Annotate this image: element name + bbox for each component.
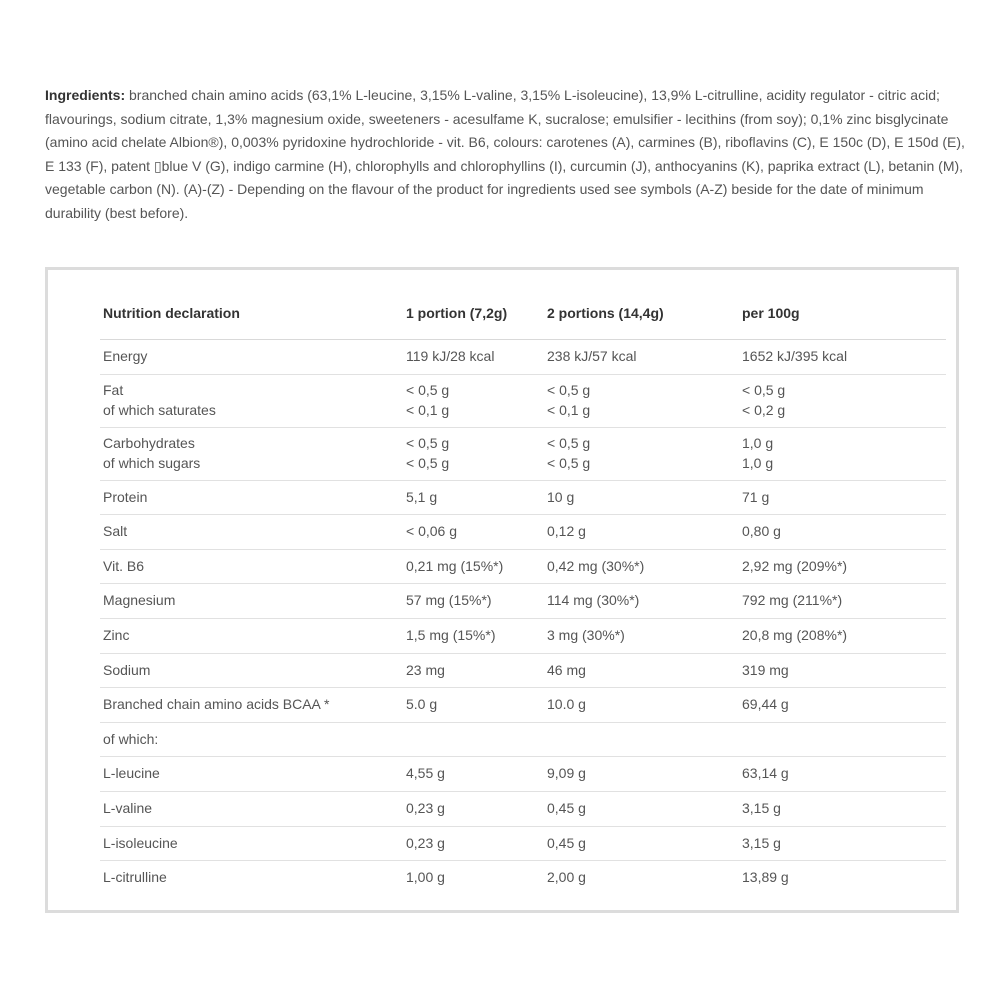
cell-text: 57 mg (15%*)	[406, 592, 492, 609]
cell-text: 238 kJ/57 kcal	[547, 348, 637, 365]
nutrition-row	[100, 427, 946, 480]
cell-text: Fat	[103, 382, 124, 399]
cell-text: 63,14 g	[742, 765, 789, 782]
nutrition-row	[100, 480, 946, 515]
cell-text: 10 g	[547, 488, 575, 505]
cell-text: 1,00 g	[406, 869, 445, 886]
nutrition-row	[100, 688, 946, 723]
cell-one-portion	[403, 480, 544, 515]
cell-per-100g	[739, 480, 946, 515]
cell-two-portions	[544, 515, 739, 550]
nutrition-row	[100, 549, 946, 584]
cell-per-100g	[739, 549, 946, 584]
cell-text: Sodium	[103, 661, 151, 678]
ingredients-label: Ingredients:	[45, 87, 126, 103]
cell-text: L-isoleucine	[103, 834, 178, 851]
cell-text: < 0,5 g	[406, 382, 450, 399]
cell-text: < 0,5 g	[406, 435, 450, 452]
cell-nutrient	[100, 861, 403, 895]
nutrition-row	[100, 757, 946, 792]
cell-per-100g	[739, 515, 946, 550]
cell-nutrient	[100, 688, 403, 723]
cell-per-100g	[739, 826, 946, 861]
nutrition-body	[100, 340, 946, 895]
cell-text: 114 mg (30%*)	[547, 592, 640, 609]
cell-text: < 0,5 g	[406, 454, 450, 471]
cell-text: Carbohydrates	[103, 435, 195, 452]
cell-two-portions	[544, 688, 739, 723]
cell-text: Energy	[103, 348, 148, 365]
cell-per-100g	[739, 688, 946, 723]
cell-text: 319 mg	[742, 661, 789, 678]
cell-text: Branched chain amino acids BCAA *	[103, 696, 330, 713]
cell-nutrient	[100, 340, 403, 375]
cell-text: 46 mg	[547, 661, 586, 678]
cell-per-100g	[739, 791, 946, 826]
cell-text: 3,15 g	[742, 799, 781, 816]
cell-text: < 0,5 g	[547, 435, 591, 452]
cell-text: of which sugars	[103, 454, 201, 471]
cell-nutrient	[100, 480, 403, 515]
cell-two-portions	[544, 826, 739, 861]
cell-text: < 0,1 g	[406, 401, 450, 418]
cell-text: 23 mg	[406, 661, 445, 678]
cell-nutrient	[100, 826, 403, 861]
nutrition-row	[100, 826, 946, 861]
ingredients-paragraph	[45, 84, 965, 225]
nutrition-row	[100, 722, 946, 757]
cell-text: 5.0 g	[406, 696, 438, 713]
cell-per-100g	[739, 427, 946, 480]
cell-two-portions	[544, 374, 739, 427]
cell-two-portions	[544, 791, 739, 826]
cell-text: Protein	[103, 488, 148, 505]
cell-text: 20,8 mg (208%*)	[742, 627, 848, 644]
cell-nutrient	[100, 653, 403, 688]
cell-text: of which:	[103, 730, 159, 747]
cell-text: of which saturates	[103, 401, 216, 418]
cell-nutrient	[100, 427, 403, 480]
cell-per-100g	[739, 861, 946, 895]
cell-one-portion	[403, 549, 544, 584]
cell-two-portions	[544, 549, 739, 584]
cell-per-100g	[739, 584, 946, 619]
cell-text: 1,0 g	[742, 454, 774, 471]
nutrition-row	[100, 584, 946, 619]
cell-nutrient	[100, 618, 403, 653]
cell-text: 2,00 g	[547, 869, 586, 886]
nutrition-row	[100, 374, 946, 427]
cell-nutrient	[100, 584, 403, 619]
cell-text: 4,55 g	[406, 765, 445, 782]
cell-two-portions	[544, 861, 739, 895]
cell-text: L-citrulline	[103, 869, 167, 886]
cell-text: 10.0 g	[547, 696, 586, 713]
cell-nutrient	[100, 374, 403, 427]
cell-nutrient	[100, 549, 403, 584]
cell-per-100g	[739, 653, 946, 688]
cell-text: 1,0 g	[742, 435, 774, 452]
cell-text: 0,23 g	[406, 799, 445, 816]
header-nutrition-declaration: Nutrition declaration	[100, 286, 403, 340]
nutrition-table-container	[45, 267, 959, 913]
cell-text: 1,5 mg (15%*)	[406, 627, 496, 644]
nutrition-row	[100, 861, 946, 895]
cell-text: 0,12 g	[547, 523, 586, 540]
cell-text: < 0,5 g	[547, 382, 591, 399]
header-per-100g: per 100g	[739, 286, 946, 340]
cell-one-portion	[403, 584, 544, 619]
cell-one-portion	[403, 722, 544, 757]
cell-text: < 0,1 g	[547, 401, 591, 418]
cell-text: < 0,5 g	[742, 382, 786, 399]
cell-per-100g	[739, 757, 946, 792]
cell-nutrient	[100, 757, 403, 792]
cell-text: 2,92 mg (209%*)	[742, 557, 848, 574]
cell-one-portion	[403, 861, 544, 895]
cell-two-portions	[544, 427, 739, 480]
cell-text: 9,09 g	[547, 765, 586, 782]
nutrition-row	[100, 618, 946, 653]
nutrition-row	[100, 340, 946, 375]
cell-text: < 0,5 g	[547, 454, 591, 471]
cell-text: < 0,06 g	[406, 523, 457, 540]
cell-text: 3 mg (30%*)	[547, 627, 625, 644]
cell-two-portions	[544, 653, 739, 688]
cell-text: 0,80 g	[742, 523, 781, 540]
nutrition-row	[100, 515, 946, 550]
cell-text: 0,42 mg (30%*)	[547, 557, 645, 574]
cell-text: Magnesium	[103, 592, 176, 609]
cell-one-portion	[403, 688, 544, 723]
cell-text: 1652 kJ/395 kcal	[742, 348, 848, 365]
cell-one-portion	[403, 340, 544, 375]
cell-text: Vit. B6	[103, 557, 144, 574]
cell-text: Salt	[103, 523, 128, 540]
cell-one-portion	[403, 791, 544, 826]
cell-one-portion	[403, 826, 544, 861]
cell-per-100g	[739, 340, 946, 375]
cell-text: 792 mg (211%*)	[742, 592, 843, 609]
cell-text: 0,45 g	[547, 799, 586, 816]
cell-two-portions	[544, 618, 739, 653]
cell-one-portion	[403, 618, 544, 653]
cell-text: 0,21 mg (15%*)	[406, 557, 504, 574]
cell-text: 69,44 g	[742, 696, 789, 713]
cell-text: 5,1 g	[406, 488, 438, 505]
cell-nutrient	[100, 722, 403, 757]
cell-text: Zinc	[103, 627, 130, 644]
cell-one-portion	[403, 374, 544, 427]
cell-text: 0,23 g	[406, 834, 445, 851]
cell-text: 0,45 g	[547, 834, 586, 851]
nutrition-row	[100, 791, 946, 826]
header-two-portions: 2 portions (14,4g)	[544, 286, 739, 340]
cell-text: L-leucine	[103, 765, 160, 782]
nutrition-row	[100, 653, 946, 688]
cell-one-portion	[403, 757, 544, 792]
cell-nutrient	[100, 515, 403, 550]
cell-two-portions	[544, 340, 739, 375]
cell-text: 119 kJ/28 kcal	[406, 348, 495, 365]
ingredients-text: branched chain amino acids (63,1% L-leucine, 3,15% L-valine, 3,15% L-isoleucine), 13,9% L-citrulline, acidity regulator - citric acid; flavourings, sodium citrate, 1,3% magnesium oxide, sweeteners - acesulfame K, sucralose; emulsifier - lecithins (from soy); 0,1% zinc bisglycinate (amino acid chelate Albion®), 0,003% pyridoxine hydrochloride - vit. B6, colours: carotenes (A), carmines (B), riboflavins (C), E 150c (D), E 150d (E), E 133 (F), patent ▯blue V (G), indigo carmine (H), chlorophylls and chlorophyllins (I), curcumin (J), anthocyanins (K), paprika extract (L), betanin (M), vegetable carbon (N). (A)-(Z) - Depending on the flavour of the product for ingredients used see symbols (A-Z) beside for the date of minimum durability (best before).	[45, 87, 965, 221]
cell-per-100g	[739, 374, 946, 427]
cell-per-100g	[739, 618, 946, 653]
nutrition-table	[100, 286, 946, 895]
cell-text: 3,15 g	[742, 834, 781, 851]
cell-two-portions	[544, 480, 739, 515]
cell-text: L-valine	[103, 799, 153, 816]
cell-text: 71 g	[742, 488, 770, 505]
cell-one-portion	[403, 653, 544, 688]
cell-text: 13,89 g	[742, 869, 789, 886]
cell-two-portions	[544, 757, 739, 792]
header-one-portion: 1 portion (7,2g)	[403, 286, 544, 340]
cell-two-portions	[544, 584, 739, 619]
cell-two-portions	[544, 722, 739, 757]
cell-text: < 0,2 g	[742, 401, 786, 418]
cell-one-portion	[403, 427, 544, 480]
cell-nutrient	[100, 791, 403, 826]
cell-one-portion	[403, 515, 544, 550]
cell-per-100g	[739, 722, 946, 757]
nutrition-header-row	[100, 286, 946, 340]
